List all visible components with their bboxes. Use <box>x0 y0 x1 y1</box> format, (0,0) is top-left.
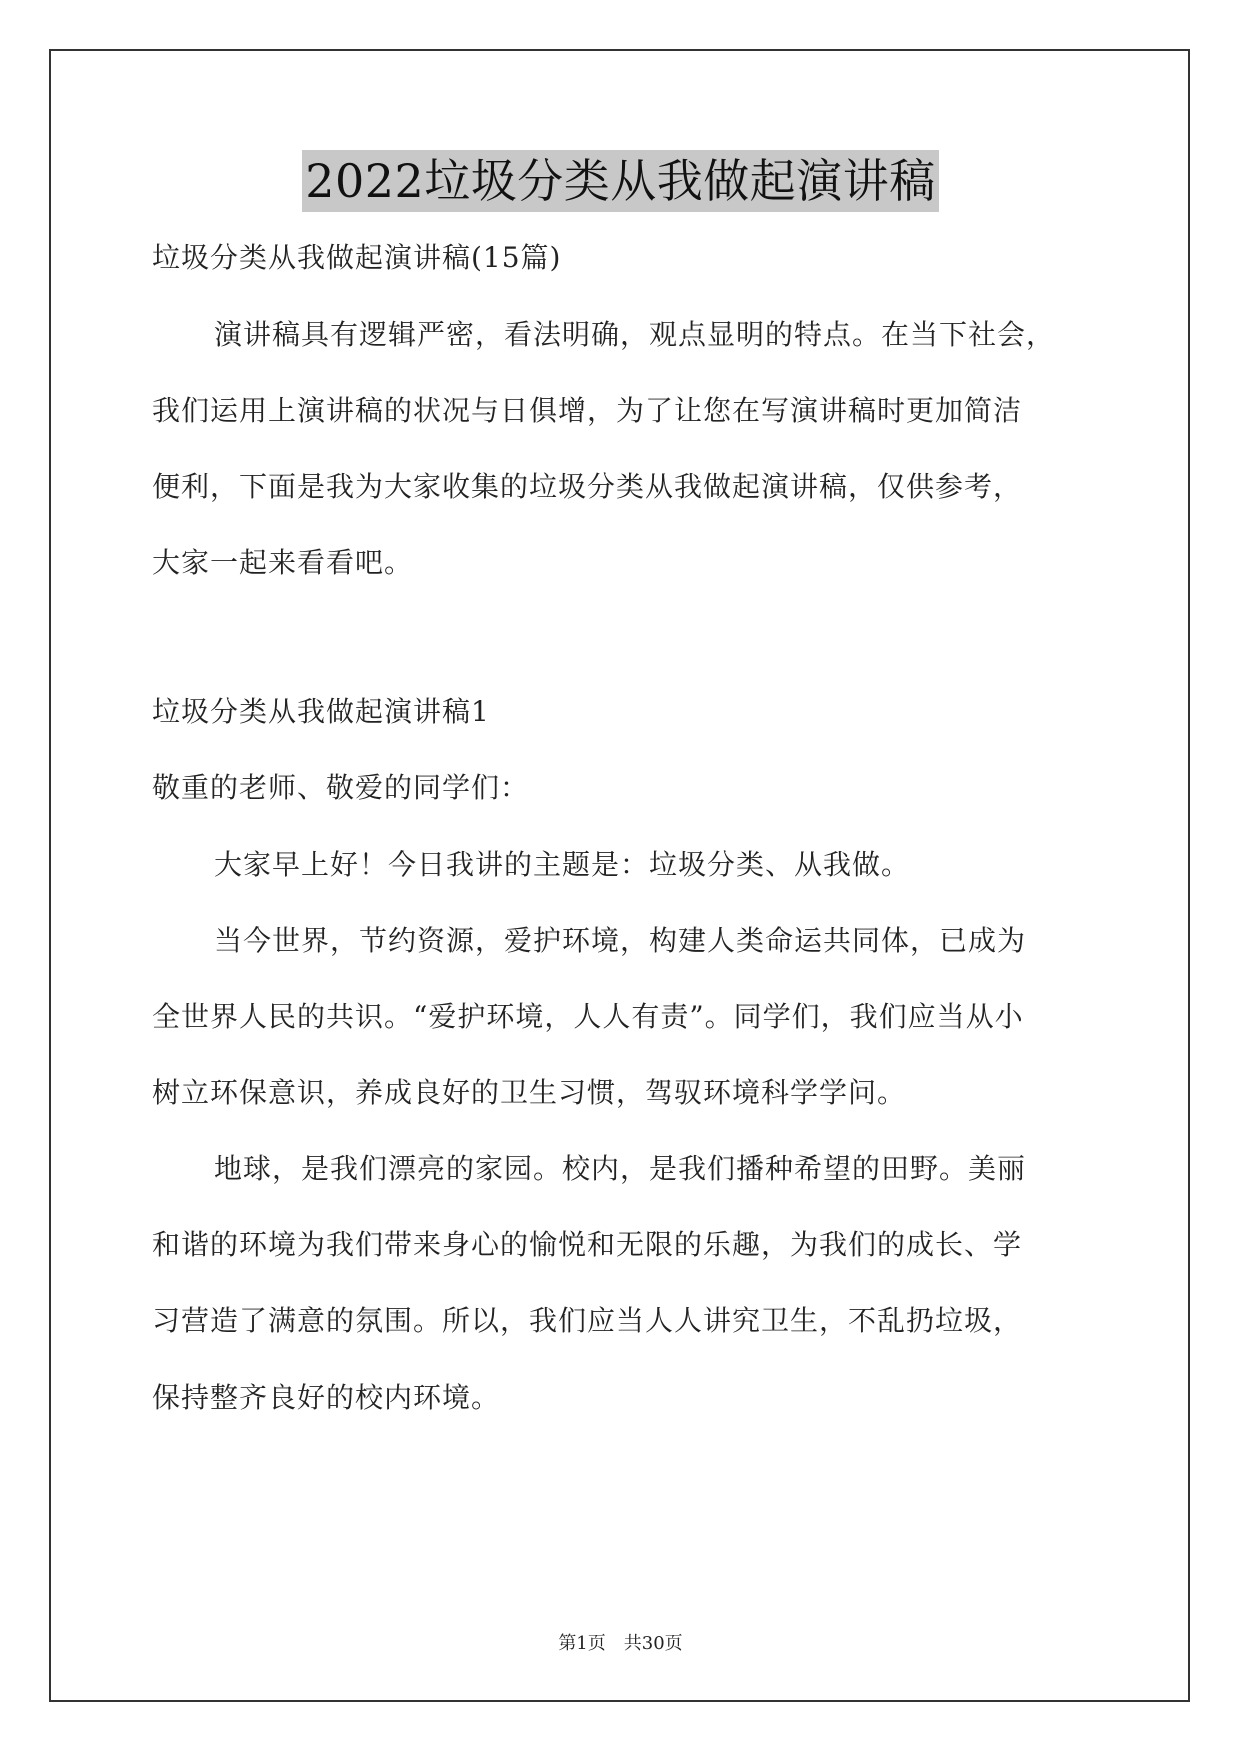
paragraph-line: 当今世界，节约资源，爱护环境，构建人类命运共同体，已成为 <box>214 924 1027 957</box>
subtitle-line: 垃圾分类从我做起演讲稿(15篇) <box>152 241 562 274</box>
paragraph-line: 保持整齐良好的校内环境。 <box>152 1381 501 1414</box>
document-title: 2022垃圾分类从我做起演讲稿 <box>302 150 939 212</box>
title-container <box>0 150 1241 212</box>
page-footer: 第1页 共30页 <box>558 1633 683 1654</box>
paragraph-line: 便利，下面是我为大家收集的垃圾分类从我做起演讲稿，仅供参考， <box>152 470 1023 503</box>
paragraph-line: 演讲稿具有逻辑严密，看法明确，观点显明的特点。在当下社会， <box>214 318 1056 351</box>
paragraph-line: 全世界人民的共识。“爱护环境，人人有责”。同学们，我们应当从小 <box>152 1000 1024 1033</box>
section-heading: 垃圾分类从我做起演讲稿1 <box>152 695 490 728</box>
paragraph-line: 大家一起来看看吧。 <box>152 546 414 579</box>
paragraph-line: 地球，是我们漂亮的家园。校内，是我们播种希望的田野。美丽 <box>214 1152 1027 1185</box>
paragraph-line: 我们运用上演讲稿的状况与日俱增，为了让您在写演讲稿时更加简洁 <box>152 394 1023 427</box>
salutation-line: 敬重的老师、敬爱的同学们： <box>152 771 530 804</box>
paragraph-line: 大家早上好！今日我讲的主题是：垃圾分类、从我做。 <box>214 848 911 881</box>
paragraph-line: 习营造了满意的氛围。所以，我们应当人人讲究卫生，不乱扔垃圾， <box>152 1304 1023 1337</box>
paragraph-line: 树立环保意识，养成良好的卫生习惯，驾驭环境科学学问。 <box>152 1076 907 1109</box>
paragraph-line: 和谐的环境为我们带来身心的愉悦和无限的乐趣，为我们的成长、学 <box>152 1228 1023 1261</box>
